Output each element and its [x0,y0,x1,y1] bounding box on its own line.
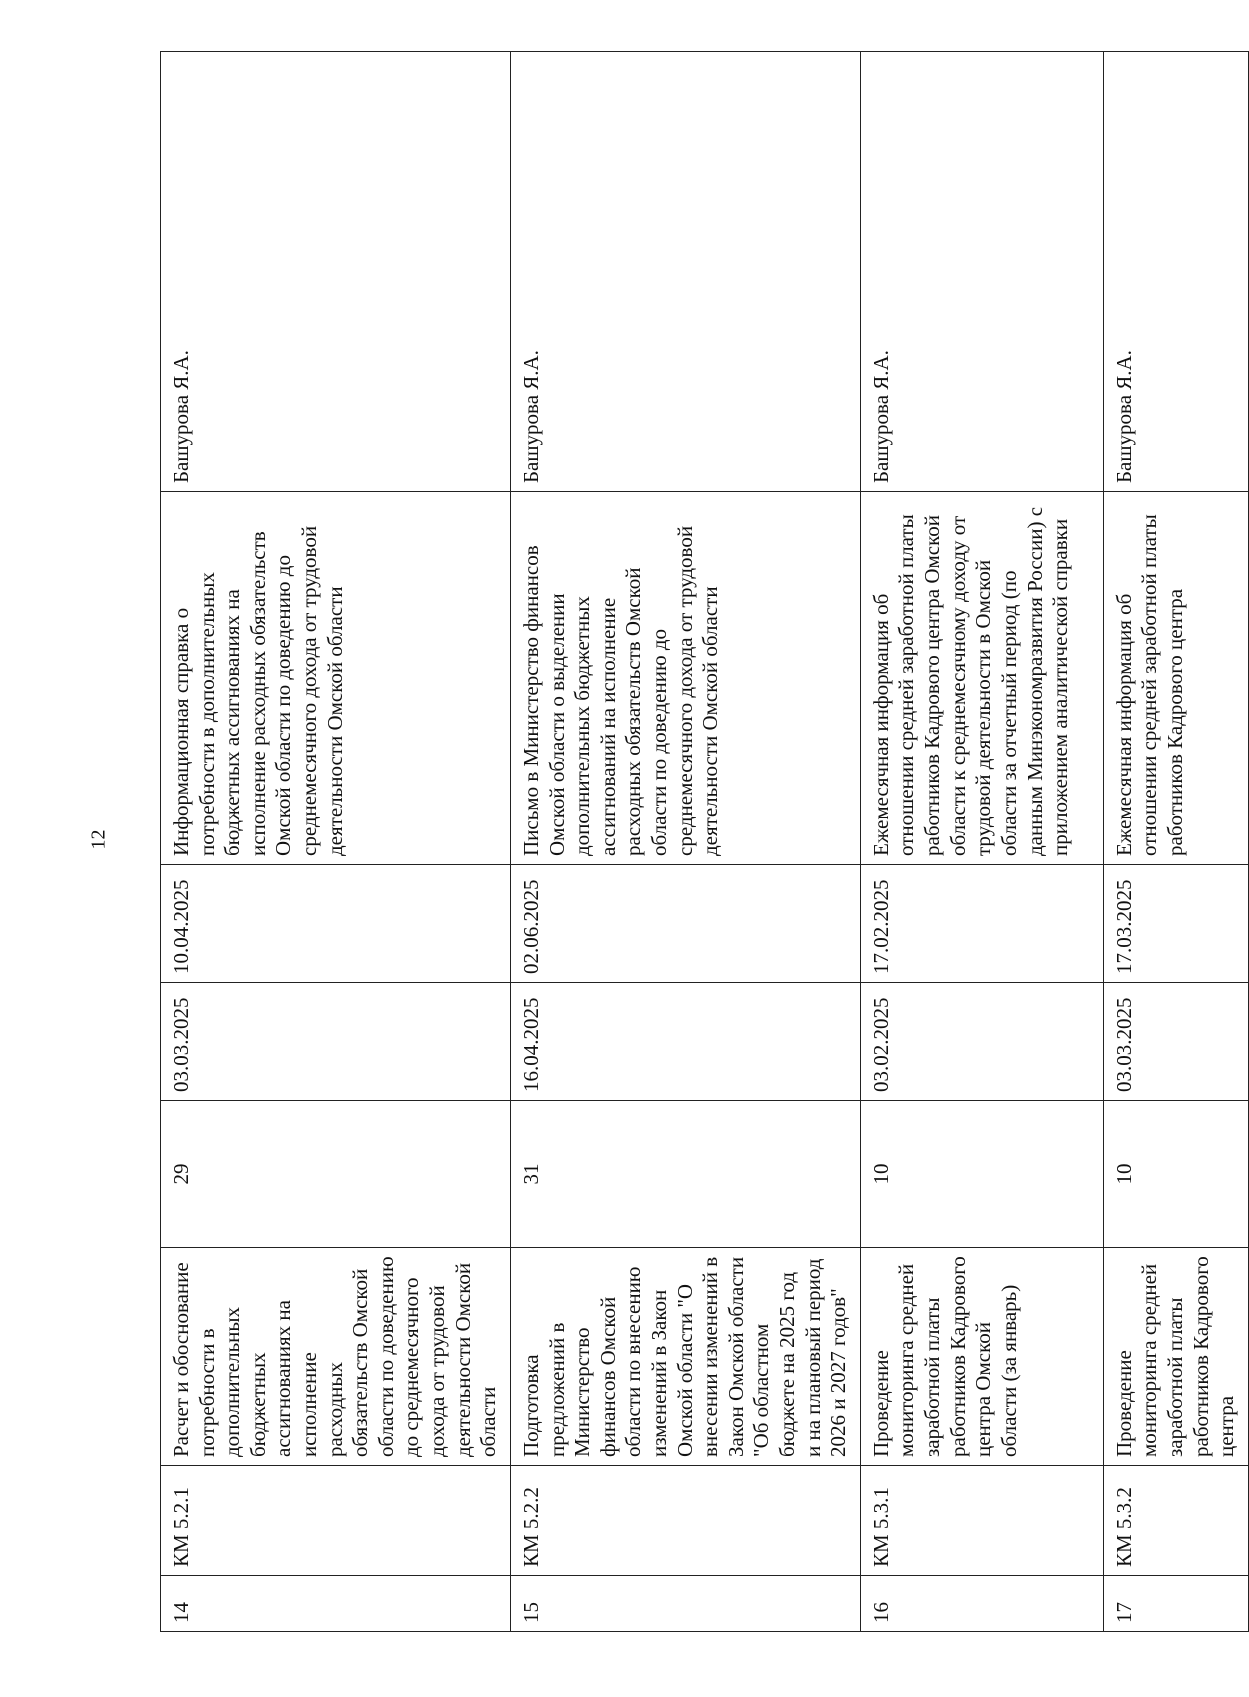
end-date: 17.03.2025 [1103,865,1248,983]
start-date: 03.03.2025 [161,983,511,1101]
duration-days: 10 [1103,1101,1248,1248]
start-date: 03.02.2025 [860,983,1103,1101]
control-point-code: КМ 5.2.2 [510,1466,860,1576]
start-date: 03.03.2025 [1103,983,1248,1101]
table-wrapper [160,52,1239,1632]
table-row [161,52,511,1632]
page-number: 12 [87,829,110,850]
duration-days: 31 [510,1101,860,1248]
result-document: Информационная справка о потребности в дополнительных бюджетных ассигнованиях на исполнение расходных обязательств Омской области по доведению до среднемесячного дохода от трудовой деятельности Омской области [161,492,511,865]
table-row [860,52,1103,1632]
task-description: Проведение мониторинга средней заработной платы работников Кадрового центра [1103,1248,1248,1466]
responsible-person: Башурова Я.А. [1103,52,1248,492]
table-row [1103,52,1248,1632]
row-number: 14 [161,1576,511,1632]
result-document: Письмо в Министерство финансов Омской области о выделении дополнительных бюджетных ассигнований на исполнение расходных обязательств Омской области по доведению до среднемесячного дохода от трудовой деятельности Омской области [510,492,860,865]
task-description: Подготовка предложений в Министерство финансов Омской области по внесению изменений в Закон Омской области "О внесении изменений в Закон Омской области "Об областном бюджете на 2025 год и на плановый период 2026 и 2027 годов" [510,1248,860,1466]
duration-days: 10 [860,1101,1103,1248]
task-description: Проведение мониторинга средней заработной платы работников Кадрового центра Омской области (за январь) [860,1248,1103,1466]
plan-table [160,51,1249,1632]
duration-days: 29 [161,1101,511,1248]
row-number: 15 [510,1576,860,1632]
task-description: Расчет и обоснование потребности в дополнительных бюджетных ассигнованиях на исполнение расходных обязательств Омской области по доведению до среднемесячного дохода от трудовой деятельности Омской области [161,1248,511,1466]
control-point-code: КМ 5.3.2 [1103,1466,1248,1576]
row-number: 17 [1103,1576,1248,1632]
control-point-code: КМ 5.2.1 [161,1466,511,1576]
table-row [510,52,860,1632]
start-date: 16.04.2025 [510,983,860,1101]
rotated-table-container [160,52,1239,1632]
end-date: 02.06.2025 [510,865,860,983]
end-date: 10.04.2025 [161,865,511,983]
control-point-code: КМ 5.3.1 [860,1466,1103,1576]
responsible-person: Башурова Я.А. [860,52,1103,492]
result-document: Ежемесячная информация об отношении средней заработной платы работников Кадрового центра [1103,492,1248,865]
end-date: 17.02.2025 [860,865,1103,983]
responsible-person: Башурова Я.А. [510,52,860,492]
result-document: Ежемесячная информация об отношении средней заработной платы работников Кадрового центра Омской области к среднемесячному доходу от трудовой деятельности в Омской области за отчетный период (по данным Минэкономразвития России) с приложением аналитической справки [860,492,1103,865]
row-number: 16 [860,1576,1103,1632]
responsible-person: Башурова Я.А. [161,52,511,492]
